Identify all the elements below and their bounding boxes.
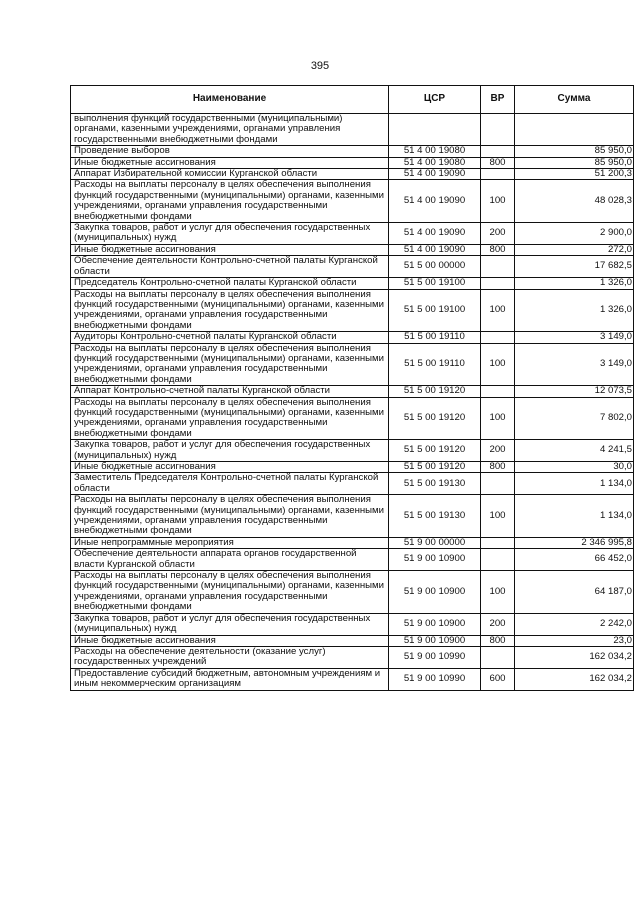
cell-name: Аппарат Контрольно-счетной палаты Курганской области: [71, 386, 389, 397]
header-sum: Сумма: [515, 86, 634, 114]
cell-csr: 51 9 00 10900: [389, 613, 481, 635]
table-row: [71, 278, 634, 289]
cell-sum: 1 326,0: [515, 278, 634, 289]
cell-name: Расходы на обеспечение деятельности (оказание услуг) государственных учреждений: [71, 646, 389, 668]
cell-vr: 100: [481, 343, 515, 386]
cell-name: выполнения функций государственными (муниципальными) органами, казенными учреждениями, органами управления государственными внебюджетными фондами: [71, 114, 389, 146]
cell-vr: [481, 473, 515, 495]
cell-sum: 48 028,3: [515, 180, 634, 223]
cell-vr: [481, 256, 515, 278]
cell-vr: [481, 114, 515, 146]
table-row: [71, 646, 634, 668]
cell-vr: 800: [481, 635, 515, 646]
header-csr: ЦСР: [389, 86, 481, 114]
table-row: [71, 169, 634, 180]
cell-name: Расходы на выплаты персоналу в целях обеспечения выполнения функций государственными (муниципальными) органами, казенными учреждениями, органами управления государственными внебюджетными фондами: [71, 397, 389, 440]
cell-csr: 51 4 00 19090: [389, 169, 481, 180]
cell-vr: 100: [481, 289, 515, 332]
cell-csr: 51 4 00 19090: [389, 244, 481, 255]
table-row: [71, 343, 634, 386]
cell-vr: 200: [481, 613, 515, 635]
cell-sum: 17 682,5: [515, 256, 634, 278]
cell-csr: 51 9 00 10900: [389, 635, 481, 646]
cell-sum: 12 073,5: [515, 386, 634, 397]
table-row: [71, 180, 634, 223]
cell-vr: 800: [481, 157, 515, 168]
cell-vr: 100: [481, 571, 515, 614]
cell-vr: 200: [481, 440, 515, 462]
table-row: [71, 332, 634, 343]
cell-csr: 51 5 00 19120: [389, 386, 481, 397]
table-header: [71, 86, 634, 114]
cell-vr: 100: [481, 397, 515, 440]
cell-csr: [389, 114, 481, 146]
cell-sum: 66 452,0: [515, 549, 634, 571]
cell-name: Обеспечение деятельности аппарата органов государственной власти Курганской области: [71, 549, 389, 571]
cell-csr: 51 5 00 19100: [389, 289, 481, 332]
cell-vr: 800: [481, 462, 515, 473]
cell-sum: 1 326,0: [515, 289, 634, 332]
table-row: [71, 223, 634, 245]
cell-csr: 51 9 00 10990: [389, 646, 481, 668]
cell-sum: 162 034,2: [515, 668, 634, 690]
page-number: 395: [310, 60, 330, 72]
cell-sum: 3 149,0: [515, 332, 634, 343]
cell-name: Расходы на выплаты персоналу в целях обеспечения выполнения функций государственными (муниципальными) органами, казенными учреждениями, органами управления государственными внебюджетными фондами: [71, 289, 389, 332]
header-row: [71, 86, 634, 114]
table-row: [71, 495, 634, 538]
table-row: [71, 613, 634, 635]
cell-vr: 100: [481, 180, 515, 223]
cell-sum: 4 241,5: [515, 440, 634, 462]
cell-csr: 51 9 00 00000: [389, 537, 481, 548]
cell-name: Проведение выборов: [71, 146, 389, 157]
cell-vr: [481, 169, 515, 180]
cell-vr: 200: [481, 223, 515, 245]
cell-name: Предоставление субсидий бюджетным, автономным учреждениям и иным некоммерческим организациям: [71, 668, 389, 690]
cell-csr: 51 5 00 19120: [389, 440, 481, 462]
cell-csr: 51 5 00 19120: [389, 462, 481, 473]
cell-sum: 85 950,0: [515, 146, 634, 157]
cell-sum: 1 134,0: [515, 473, 634, 495]
budget-table: [70, 85, 634, 691]
cell-csr: 51 5 00 19120: [389, 397, 481, 440]
cell-name: Закупка товаров, работ и услуг для обеспечения государственных (муниципальных) нужд: [71, 223, 389, 245]
cell-csr: 51 9 00 10900: [389, 549, 481, 571]
cell-name: Расходы на выплаты персоналу в целях обеспечения выполнения функций государственными (муниципальными) органами, казенными учреждениями, органами управления государственными внебюджетными фондами: [71, 180, 389, 223]
cell-vr: 800: [481, 244, 515, 255]
cell-csr: 51 5 00 19100: [389, 278, 481, 289]
table-row: [71, 571, 634, 614]
cell-sum: 64 187,0: [515, 571, 634, 614]
cell-sum: 2 900,0: [515, 223, 634, 245]
cell-sum: 2 242,0: [515, 613, 634, 635]
cell-csr: 51 9 00 10900: [389, 571, 481, 614]
table-row: [71, 289, 634, 332]
cell-csr: 51 4 00 19090: [389, 223, 481, 245]
cell-name: Иные бюджетные ассигнования: [71, 635, 389, 646]
cell-csr: 51 4 00 19080: [389, 146, 481, 157]
table-row: [71, 549, 634, 571]
cell-vr: [481, 278, 515, 289]
cell-vr: [481, 386, 515, 397]
cell-name: Иные бюджетные ассигнования: [71, 157, 389, 168]
cell-name: Расходы на выплаты персоналу в целях обеспечения выполнения функций государственными (муниципальными) органами, казенными учреждениями, органами управления государственными внебюджетными фондами: [71, 495, 389, 538]
cell-name: Обеспечение деятельности Контрольно-счетной палаты Курганской области: [71, 256, 389, 278]
cell-name: Иные бюджетные ассигнования: [71, 462, 389, 473]
cell-sum: 51 200,3: [515, 169, 634, 180]
cell-name: Расходы на выплаты персоналу в целях обеспечения выполнения функций государственными (муниципальными) органами, казенными учреждениями, органами управления государственными внебюджетными фондами: [71, 343, 389, 386]
cell-vr: [481, 537, 515, 548]
cell-sum: [515, 114, 634, 146]
cell-sum: 23,0: [515, 635, 634, 646]
table-row: [71, 397, 634, 440]
cell-name: Председатель Контрольно-счетной палаты Курганской области: [71, 278, 389, 289]
cell-sum: 162 034,2: [515, 646, 634, 668]
cell-name: Закупка товаров, работ и услуг для обеспечения государственных (муниципальных) нужд: [71, 613, 389, 635]
cell-csr: 51 5 00 00000: [389, 256, 481, 278]
cell-csr: 51 9 00 10990: [389, 668, 481, 690]
cell-name: Закупка товаров, работ и услуг для обеспечения государственных (муниципальных) нужд: [71, 440, 389, 462]
table-row: [71, 157, 634, 168]
cell-csr: 51 5 00 19130: [389, 495, 481, 538]
table-body: [71, 114, 634, 691]
cell-vr: [481, 146, 515, 157]
cell-name: Иные непрограммные мероприятия: [71, 537, 389, 548]
cell-name: Заместитель Председателя Контрольно-счетной палаты Курганской области: [71, 473, 389, 495]
cell-vr: 100: [481, 495, 515, 538]
cell-vr: [481, 549, 515, 571]
table-row: [71, 146, 634, 157]
table-row: [71, 635, 634, 646]
cell-csr: 51 5 00 19110: [389, 343, 481, 386]
header-vr: ВР: [481, 86, 515, 114]
cell-name: Иные бюджетные ассигнования: [71, 244, 389, 255]
cell-csr: 51 5 00 19110: [389, 332, 481, 343]
cell-sum: 1 134,0: [515, 495, 634, 538]
cell-sum: 85 950,0: [515, 157, 634, 168]
cell-csr: 51 4 00 19080: [389, 157, 481, 168]
cell-sum: 7 802,0: [515, 397, 634, 440]
header-name: Наименование: [71, 86, 389, 114]
cell-name: Аппарат Избирательной комиссии Курганской области: [71, 169, 389, 180]
table-row: [71, 386, 634, 397]
cell-vr: [481, 332, 515, 343]
cell-name: Расходы на выплаты персоналу в целях обеспечения выполнения функций государственными (муниципальными) органами, казенными учреждениями, органами управления государственными внебюджетными фондами: [71, 571, 389, 614]
table-row: [71, 114, 634, 146]
cell-sum: 272,0: [515, 244, 634, 255]
table-row: [71, 473, 634, 495]
cell-sum: 2 346 995,8: [515, 537, 634, 548]
table-row: [71, 462, 634, 473]
cell-sum: 3 149,0: [515, 343, 634, 386]
cell-name: Аудиторы Контрольно-счетной палаты Курганской области: [71, 332, 389, 343]
cell-sum: 30,0: [515, 462, 634, 473]
cell-vr: [481, 646, 515, 668]
table-row: [71, 256, 634, 278]
table-row: [71, 537, 634, 548]
cell-csr: 51 5 00 19130: [389, 473, 481, 495]
table-row: [71, 668, 634, 690]
table-row: [71, 440, 634, 462]
table-row: [71, 244, 634, 255]
cell-csr: 51 4 00 19090: [389, 180, 481, 223]
cell-vr: 600: [481, 668, 515, 690]
